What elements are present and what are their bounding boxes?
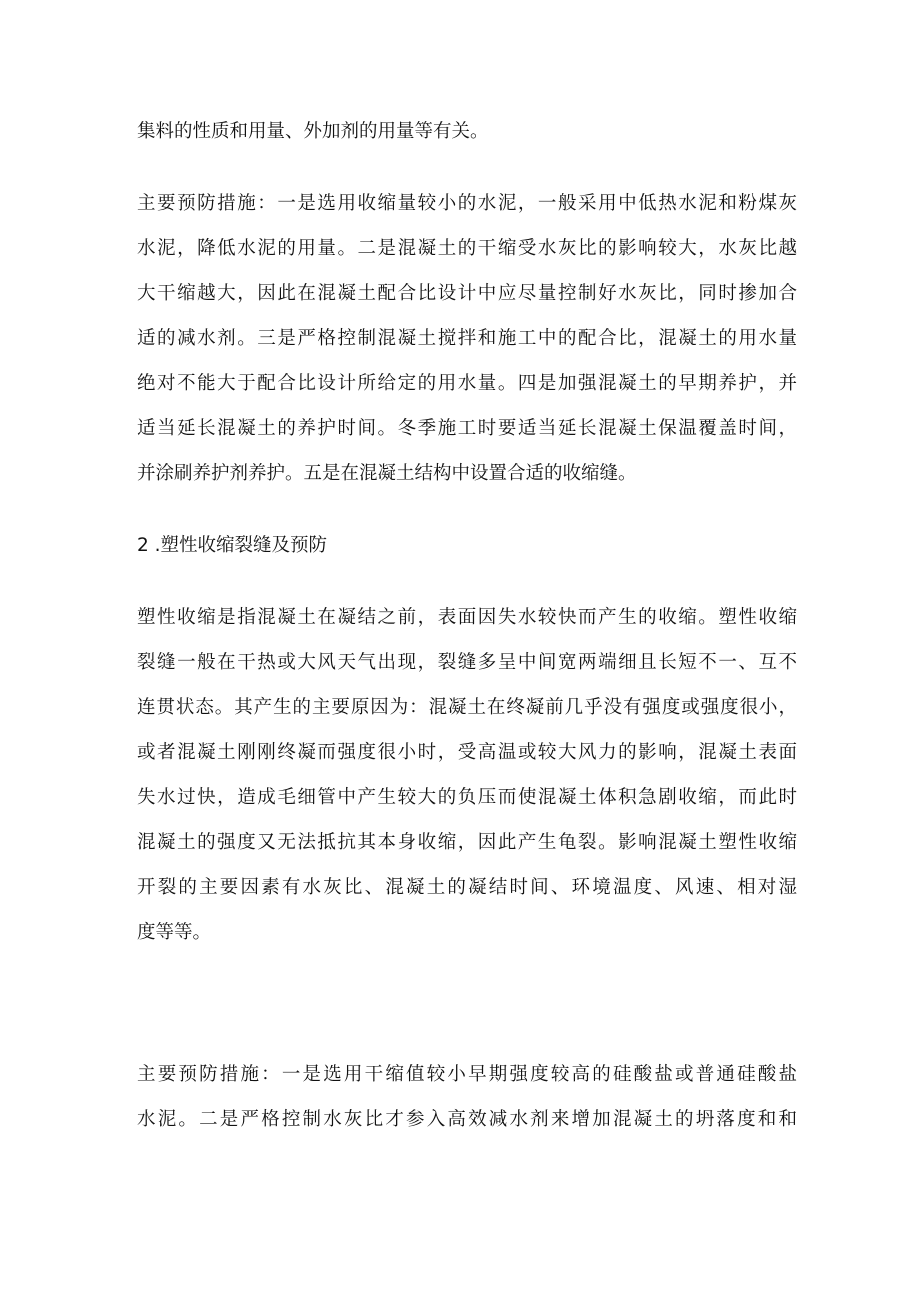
paragraph-4-line-4: 或者混凝土刚刚终凝而强度很小时，受高温或较大风力的影响，混凝土表面: [137, 742, 797, 763]
paragraph-4-line-6: 混凝土的强度又无法抵抗其本身收缩，因此产生龟裂。影响混凝土塑性收缩: [137, 832, 797, 853]
paragraph-5-line-1: 主要预防措施：一是选用干缩值较小早期强度较高的硅酸盐或普通硅酸盐: [137, 1064, 797, 1085]
paragraph-4-line-7: 开裂的主要因素有水灰比、混凝土的凝结时间、环境温度、风速、相对湿: [137, 877, 797, 898]
paragraph-4-line-2: 裂缝一般在干热或大风天气出现，裂缝多呈中间宽两端细且长短不一、互不: [137, 652, 797, 673]
paragraph-4-line-8: 度等等。: [137, 922, 212, 943]
paragraph-4-line-1: 塑性收缩是指混凝土在凝结之前，表面因失水较快而产生的收缩。塑性收缩: [137, 607, 797, 628]
paragraph-1-line-1: 集料的性质和用量、外加剂的用量等有关。: [137, 121, 489, 142]
paragraph-2-line-1: 主要预防措施：一是选用收缩量较小的水泥，一般采用中低热水泥和粉煤灰: [137, 193, 797, 214]
paragraph-2-line-2: 水泥，降低水泥的用量。二是混凝土的干缩受水灰比的影响较大，水灰比越: [137, 238, 797, 259]
paragraph-5-line-2: 水泥。二是严格控制水灰比才参入高效减水剂来增加混凝土的坍落度和和: [137, 1109, 797, 1130]
paragraph-4-line-5: 失水过快，造成毛细管中产生较大的负压而使混凝土体积急剧收缩，而此时: [137, 787, 797, 808]
paragraph-2-line-4: 适的减水剂。三是严格控制混凝土搅拌和施工中的配合比，混凝土的用水量: [137, 328, 797, 349]
paragraph-2-line-7: 并涂刷养护剂养护。五是在混凝土结构中设置合适的收缩缝。: [137, 463, 637, 484]
paragraph-4-line-3: 连贯状态。其产生的主要原因为：混凝土在终凝前几乎没有强度或强度很小，: [137, 697, 797, 718]
paragraph-2-line-6: 适当延长混凝土的养护时间。冬季施工时要适当延长混凝土保温覆盖时间，: [137, 418, 797, 439]
paragraph-2-line-3: 大干缩越大，因此在混凝土配合比设计中应尽量控制好水灰比，同时掺加合: [137, 283, 797, 304]
paragraph-2-line-5: 绝对不能大于配合比设计所给定的用水量。四是加强混凝土的早期养护，并: [137, 373, 797, 394]
section-heading: 2 .塑性收缩裂缝及预防: [137, 535, 328, 556]
